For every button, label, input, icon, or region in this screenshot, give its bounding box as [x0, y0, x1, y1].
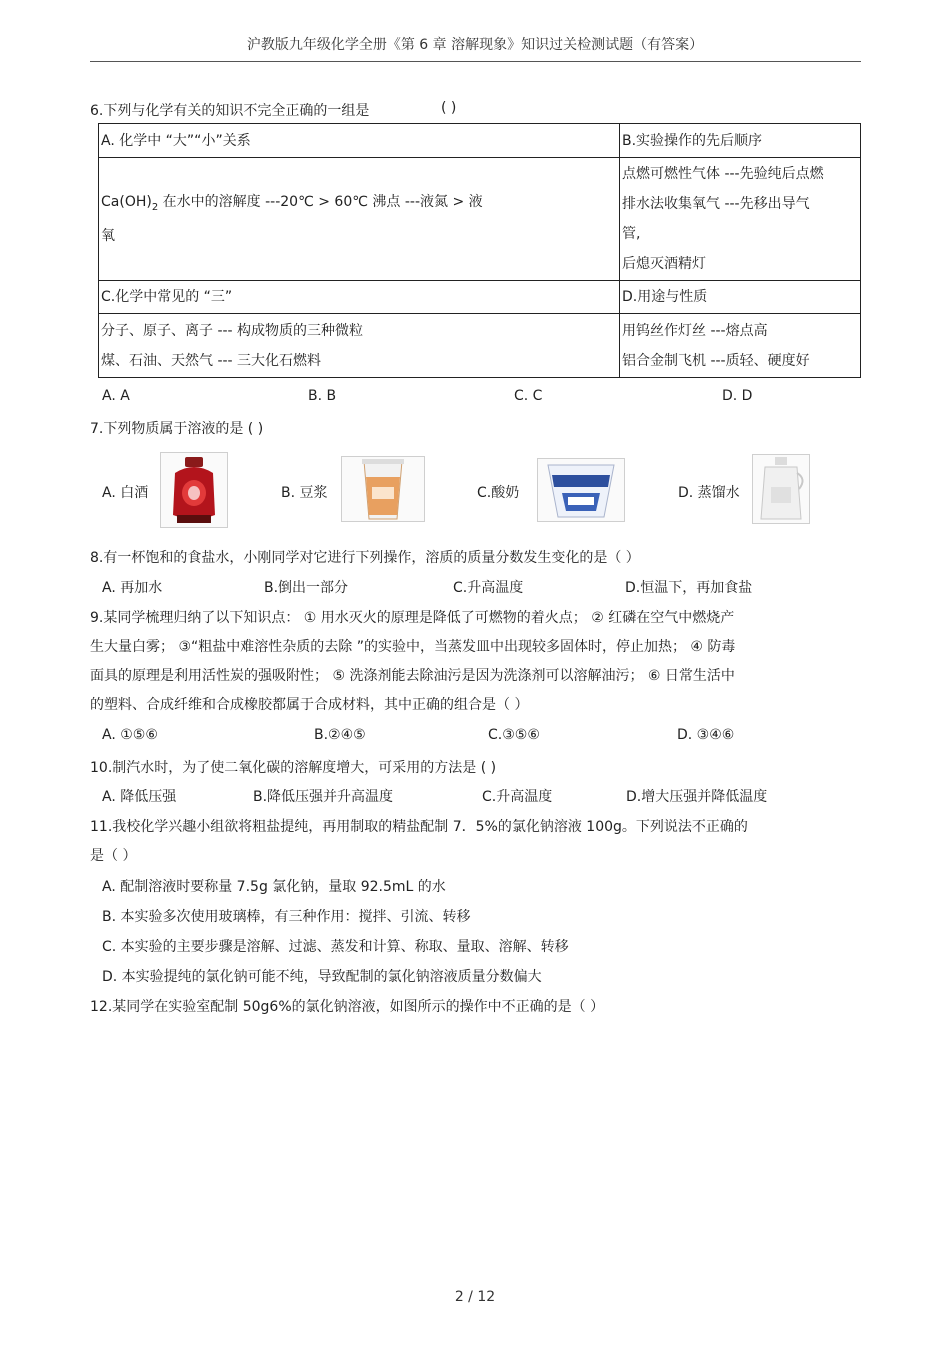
- q10-option-a: A. 降低压强: [102, 789, 177, 805]
- q6-d-line2: 铝合金制飞机 ---质轻、硬度好: [622, 352, 810, 369]
- q9-option-b: B.②④⑤: [314, 727, 366, 743]
- q6-option-a: A. A: [102, 388, 130, 404]
- document-header: 沪教版九年级化学全册《第 6 章 溶解现象》知识过关检测试题（有答案）: [246, 37, 704, 53]
- q6-cell-a-head: A. 化学中 “大”“小”关系: [99, 124, 620, 158]
- q11-option-b: B. 本实验多次使用玻璃棒，有三种作用：搅拌、引流、转移: [102, 909, 471, 925]
- q11-line-2: 是（ ）: [90, 848, 137, 864]
- q6-a-formula: Ca(OH): [101, 194, 152, 211]
- q11-line-1: 11.我校化学兴趣小组欲将粗盐提纯，再用制取的精盐配制 7．5%的氯化钠溶液 100g。下列说法不正确的: [90, 819, 748, 835]
- q9-option-c: C.③⑤⑥: [488, 727, 540, 743]
- q6-b-line4: 后熄灭酒精灯: [622, 256, 706, 272]
- q6-option-d: D. D: [722, 388, 753, 404]
- q8-stem: 8.有一杯饱和的食盐水，小刚同学对它进行下列操作，溶质的质量分数发生变化的是（ ）: [90, 550, 640, 566]
- q7-option-b: B. 豆浆: [281, 485, 328, 501]
- q9-option-a: A. ①⑤⑥: [102, 727, 158, 743]
- q6-cell-c-head: C.化学中常见的 “三”: [99, 281, 620, 314]
- q6-a-formula-sub: 2: [151, 201, 159, 213]
- q7-option-a: A. 白酒: [102, 485, 149, 501]
- q6-cell-d-body: [620, 314, 861, 378]
- q6-b-line2: 排水法收集氧气 ---先移出导气: [622, 196, 810, 212]
- q6-c-line1: 分子、原子、离子 --- 构成物质的三种微粒: [101, 322, 364, 339]
- q6-cell-c-body: [99, 314, 620, 378]
- q6-c-line2: 煤、石油、天然气 --- 三大化石燃料: [101, 352, 322, 369]
- distilled-water-jug-image: [752, 454, 810, 524]
- q9-line-2: 生大量白雾； ③“粗盐中难溶性杂质的去除 ”的实验中，当蒸发皿中出现较多固体时，停止加热； ④ 防毒: [90, 639, 736, 655]
- q6-cell-b-head: B.实验操作的先后顺序: [620, 124, 861, 158]
- q9-option-d: D. ③④⑥: [677, 727, 735, 743]
- q6-b-line3: 管,: [622, 226, 641, 242]
- q6-option-c: C. C: [514, 388, 543, 404]
- q7-option-d: D. 蒸馏水: [678, 485, 740, 501]
- q9-line-1: 9.某同学梳理归纳了以下知识点： ① 用水灭火的原理是降低了可燃物的着火点； ② 红磷在空气中燃烧产: [90, 610, 735, 626]
- q6-option-b: B. B: [308, 388, 337, 404]
- q11-option-c: C. 本实验的主要步骤是溶解、过滤、蒸发和计算、称取、量取、溶解、转移: [102, 939, 569, 955]
- q6-paren: ( ): [441, 100, 457, 116]
- q6-cell-a-body: [99, 158, 620, 281]
- red-liquor-bottle-image: [160, 452, 228, 528]
- q6-table: [98, 123, 861, 378]
- header-divider: [90, 61, 861, 62]
- q7-stem: 7.下列物质属于溶液的是 ( ): [90, 421, 264, 437]
- q8-option-c: C.升高温度: [453, 580, 524, 596]
- q6-a-line2: 氧: [101, 227, 115, 244]
- q6-stem: 6.下列与化学有关的知识不完全正确的一组是: [90, 103, 370, 119]
- q10-stem: 10.制汽水时，为了使二氧化碳的溶解度增大，可采用的方法是 ( ): [90, 760, 497, 776]
- q9-line-4: 的塑料、合成纤维和合成橡胶都属于合成材料，其中正确的组合是（ ）: [90, 697, 529, 713]
- q10-option-d: D.增大压强并降低温度: [626, 789, 768, 805]
- q6-cell-d-head: D.用途与性质: [620, 281, 861, 314]
- q7-option-c: C.酸奶: [477, 485, 520, 501]
- soy-milk-cup-image: [341, 456, 425, 522]
- q6-d-line1: 用钨丝作灯丝 ---熔点高: [622, 322, 768, 339]
- q6-cell-b-body: [620, 158, 861, 281]
- q8-option-a: A. 再加水: [102, 580, 163, 596]
- q6-b-line1: 点燃可燃性气体 ---先验纯后点燃: [622, 166, 824, 182]
- q10-option-c: C.升高温度: [482, 789, 553, 805]
- q9-line-3: 面具的原理是利用活性炭的强吸附性； ⑤ 洗涤剂能去除油污是因为洗涤剂可以溶解油污； ⑥ 日常生活中: [90, 668, 735, 684]
- q8-option-b: B.倒出一部分: [264, 580, 349, 596]
- page-number: 2 / 12: [454, 1289, 496, 1305]
- q8-option-d: D.恒温下，再加食盐: [625, 580, 753, 596]
- q6-a-line1: 在水中的溶解度 ---20℃ > 60℃ 沸点 ---液氮 > 液: [158, 194, 483, 211]
- q10-option-b: B.降低压强并升高温度: [253, 789, 394, 805]
- q11-option-d: D. 本实验提纯的氯化钠可能不纯，导致配制的氯化钠溶液质量分数偏大: [102, 969, 542, 985]
- yogurt-cup-image: [537, 458, 625, 522]
- q11-option-a: A. 配制溶液时要称量 7.5g 氯化钠，量取 92.5mL 的水: [102, 879, 446, 895]
- q12-stem: 12.某同学在实验室配制 50g6%的氯化钠溶液，如图所示的操作中不正确的是（ ）: [90, 999, 605, 1015]
